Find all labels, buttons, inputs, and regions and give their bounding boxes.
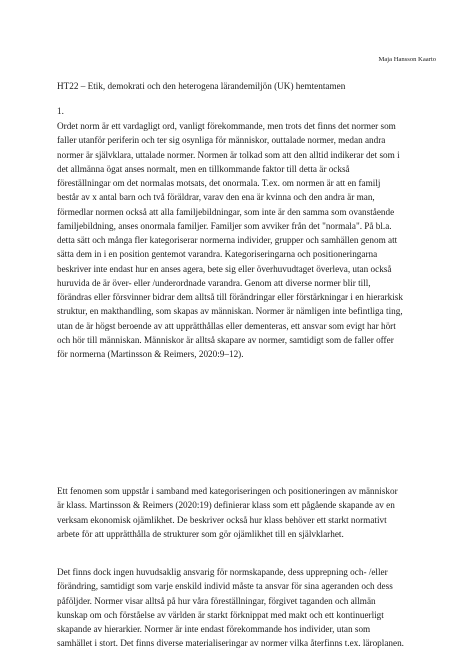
document-title: HT22 – Etik, demokrati och den heterogena lärandemiljön (UK) hemtentamen <box>57 81 346 91</box>
paragraph-line: familjebildning, anses onormala familjer. Familjer som avviker från det "normala". På bl.a. <box>57 220 392 231</box>
paragraph-line: Det finns dock ingen huvudsaklig ansvarig för normskapande, dess upprepning och- /eller <box>57 567 388 577</box>
paragraph-line: samhället i stort. Det finns diverse materialiseringar av normer vilka återfinns t.ex. läroplanen. <box>57 638 404 649</box>
paragraph-norms <box>57 119 427 361</box>
paragraph-line: Ett fenomen som uppstår i samband med kategoriseringen och positioneringen av människor <box>57 486 398 496</box>
paragraph-class <box>57 484 427 541</box>
section-number: 1. <box>57 106 64 116</box>
paragraph-line: faller utanför periferin och ter sig osynliga för människor, outtalade normer, medan andra <box>57 135 386 146</box>
paragraph-line: kunskap om och förståelse av världen är starkt förknippat med makt och ett kontinuerligt <box>57 609 384 620</box>
paragraph-line: består av x antal barn och två föräldrar, varav den ena är kvinna och den andra är man, <box>57 192 375 203</box>
paragraph-line: skapande av hierarkier. Normer är inte endast förekommande hos individer, utan som <box>57 624 371 634</box>
paragraph-line: verksam ekonomisk ojämlikhet. De beskriver också hur klass behöver ett starkt normativt <box>57 514 387 525</box>
paragraph-line: förändring, samtidigt som varje enskild individ måste ta ansvar för sina ageranden och dess <box>57 581 393 592</box>
paragraph-line: beskriver inte endast hur en anses agera, bete sig eller överhuvudtaget överleva, utan också <box>57 263 392 274</box>
paragraph-line: huruvida de är över- eller /underordnade varandra. Genom att diverse normer blir till, <box>57 277 371 288</box>
paragraph-line: det allmänna ögat anses normalt, men en tillkommande faktor till detta är också <box>57 163 350 174</box>
paragraph-line: detta sätt och många fler kategoriserar normerna individer, grupper och samhällen genom att <box>57 235 398 245</box>
author-header: Maja Hansson Kaarto <box>378 56 436 63</box>
paragraph-line: utan de är högst beroende av att upprätthållas eller dementeras, ett ansvar som evigt har hört <box>57 320 396 331</box>
paragraph-line: för normerna (Martinsson & Reimers, 2020:9–12). <box>57 349 244 359</box>
paragraph-line: arbete för att upprätthålla de strukturer som gör ojämlikhet till en självklarhet. <box>57 528 344 539</box>
paragraph-line: förändras eller försvinner bidrar dem alltså till förändringar eller förstärkningar i en hierarkisk <box>57 292 403 302</box>
paragraph-line: påföljder. Normer visar alltså på hur våra föreställningar, förgivet taganden och allmän <box>57 595 376 606</box>
paragraph-line: normer är självklara, uttalade normer. Normen är tolkad som att den alltid indikerar det som i <box>57 149 400 160</box>
paragraph-line: föreställningar om det normalas motsats, det onormala. T.ex. om normen är att en familj <box>57 178 381 188</box>
paragraph-line: struktur, en makthandling, som skapas av människan. Normer är nämligen inte befintliga ting, <box>57 306 403 317</box>
paragraph-line: är klass. Martinsson & Reimers (2020:19) definierar klass som ett pågående skapande av en <box>57 500 395 511</box>
paragraph-line: förmedlar normen också att alla familjebildningar, som inte är den samma som ovanstående <box>57 206 395 217</box>
paragraph-line: sätta dem in i en position gentemot varandra. Kategoriseringarna och positioneringarna <box>57 249 378 260</box>
paragraph-line: Ordet norm är ett vardagligt ord, vanligt förekommande, men trots det finns det normer som <box>57 121 396 131</box>
paragraph-responsibility <box>57 565 427 651</box>
paragraph-line: och hör till människan. Människor är alltså skapare av normer, samtidigt som de faller offer <box>57 334 394 345</box>
